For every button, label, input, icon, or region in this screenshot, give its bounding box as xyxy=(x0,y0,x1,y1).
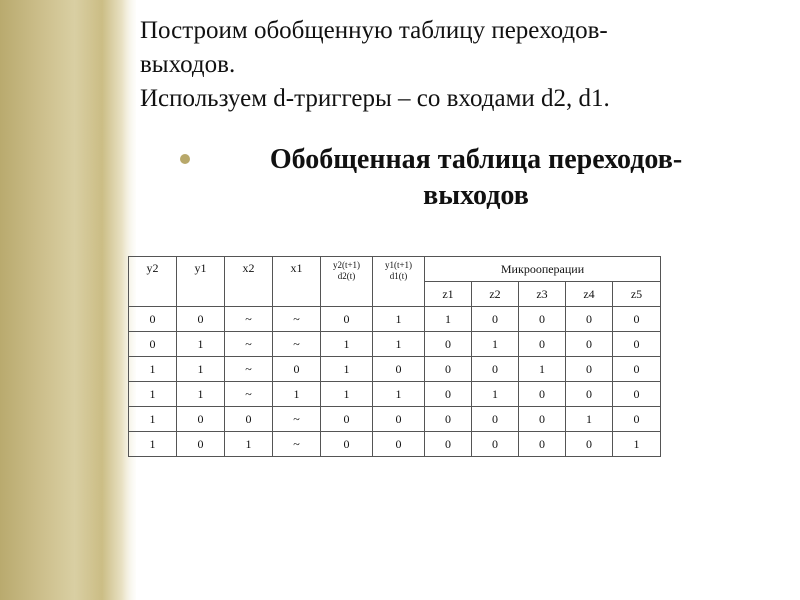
table-cell: 1 xyxy=(613,432,661,457)
table-cell: 1 xyxy=(519,357,566,382)
table-cell: 0 xyxy=(472,407,519,432)
table-row xyxy=(129,307,661,332)
bullet-title xyxy=(206,142,746,214)
header-microoperations: Микрооперации xyxy=(425,257,661,282)
table-cell: 0 xyxy=(613,357,661,382)
table-cell: 0 xyxy=(472,307,519,332)
decorative-side-stripe xyxy=(0,0,136,600)
table-cell: 0 xyxy=(321,307,373,332)
heading-line-1: Построим обобщенную таблицу переходов- xyxy=(140,17,608,44)
header-z2: z2 xyxy=(472,282,519,307)
table-row xyxy=(129,432,661,457)
header-z4: z4 xyxy=(566,282,613,307)
table-cell: 0 xyxy=(373,407,425,432)
table-cell: 0 xyxy=(425,382,472,407)
table-cell: 0 xyxy=(566,332,613,357)
bullet-dot-icon xyxy=(180,154,190,164)
table-cell: 1 xyxy=(321,332,373,357)
table-cell: 1 xyxy=(472,332,519,357)
table-cell: 0 xyxy=(177,407,225,432)
table-cell: 0 xyxy=(613,307,661,332)
table-cell: 0 xyxy=(613,382,661,407)
table-header-row xyxy=(129,257,661,282)
table-cell: 1 xyxy=(321,382,373,407)
heading-line-3: Используем d-триггеры – со входами d2, d1. xyxy=(140,85,610,112)
header-x2: x2 xyxy=(225,257,273,307)
table-cell: 1 xyxy=(129,432,177,457)
table-cell: 1 xyxy=(373,382,425,407)
table-cell: 0 xyxy=(472,432,519,457)
table-cell: 1 xyxy=(566,407,613,432)
table-cell: ~ xyxy=(225,307,273,332)
table-row xyxy=(129,357,661,382)
table-cell: 1 xyxy=(129,357,177,382)
table-cell: 0 xyxy=(566,307,613,332)
table-cell: ~ xyxy=(225,382,273,407)
table-cell: 0 xyxy=(613,332,661,357)
table-cell: 1 xyxy=(177,332,225,357)
table-cell: ~ xyxy=(273,332,321,357)
table-cell: ~ xyxy=(225,357,273,382)
table-cell: 0 xyxy=(177,307,225,332)
header-z1: z1 xyxy=(425,282,472,307)
slide-heading xyxy=(140,14,780,116)
header-z5: z5 xyxy=(613,282,661,307)
header-y2: y2 xyxy=(129,257,177,307)
slide-content xyxy=(140,0,790,600)
transition-output-table xyxy=(128,256,661,457)
header-z3: z3 xyxy=(519,282,566,307)
table-cell: 0 xyxy=(321,432,373,457)
header-y1-next xyxy=(373,257,425,307)
table-cell: 0 xyxy=(472,357,519,382)
table-cell: 0 xyxy=(519,407,566,432)
table-cell: 0 xyxy=(129,332,177,357)
table-cell: 0 xyxy=(425,432,472,457)
table-cell: 0 xyxy=(519,332,566,357)
table-row xyxy=(129,407,661,432)
table-cell: 1 xyxy=(177,382,225,407)
table-cell: 0 xyxy=(321,407,373,432)
bullet-line-1: Обобщенная таблица переходов- xyxy=(269,144,683,175)
table-cell: 0 xyxy=(519,432,566,457)
header-y1-next-bottom: d1(t) xyxy=(389,271,408,281)
table-row xyxy=(129,382,661,407)
table-cell: 1 xyxy=(273,382,321,407)
header-y2-next-top: y2(t+1) xyxy=(332,260,361,270)
table-cell: 0 xyxy=(225,407,273,432)
table-cell: 1 xyxy=(129,407,177,432)
header-y2-next xyxy=(321,257,373,307)
table-cell: 0 xyxy=(425,332,472,357)
table-cell: 0 xyxy=(177,432,225,457)
table-cell: 0 xyxy=(373,357,425,382)
header-y1-next-top: y1(t+1) xyxy=(384,260,413,270)
table-cell: 1 xyxy=(373,332,425,357)
table-cell: 0 xyxy=(373,432,425,457)
table-cell: 0 xyxy=(566,432,613,457)
table-cell: 0 xyxy=(566,382,613,407)
table-cell: 0 xyxy=(519,307,566,332)
bullet-line-2: выходов xyxy=(423,180,529,211)
table-cell: ~ xyxy=(273,407,321,432)
header-y2-next-bottom: d2(t) xyxy=(337,271,356,281)
header-x1: x1 xyxy=(273,257,321,307)
table-cell: 1 xyxy=(425,307,472,332)
table-cell: 0 xyxy=(425,407,472,432)
table-cell: 0 xyxy=(566,357,613,382)
table-cell: 0 xyxy=(129,307,177,332)
table-cell: 1 xyxy=(129,382,177,407)
table-cell: 0 xyxy=(519,382,566,407)
table-cell: 1 xyxy=(321,357,373,382)
header-y1: y1 xyxy=(177,257,225,307)
table-cell: ~ xyxy=(273,432,321,457)
table-cell: 1 xyxy=(373,307,425,332)
table-cell: 0 xyxy=(613,407,661,432)
table-cell: 0 xyxy=(425,357,472,382)
heading-line-2: выходов. xyxy=(140,51,236,78)
table-cell: 1 xyxy=(225,432,273,457)
table-row xyxy=(129,332,661,357)
table-cell: ~ xyxy=(273,307,321,332)
table-cell: ~ xyxy=(225,332,273,357)
table-cell: 0 xyxy=(273,357,321,382)
table-cell: 1 xyxy=(177,357,225,382)
table-cell: 1 xyxy=(472,382,519,407)
